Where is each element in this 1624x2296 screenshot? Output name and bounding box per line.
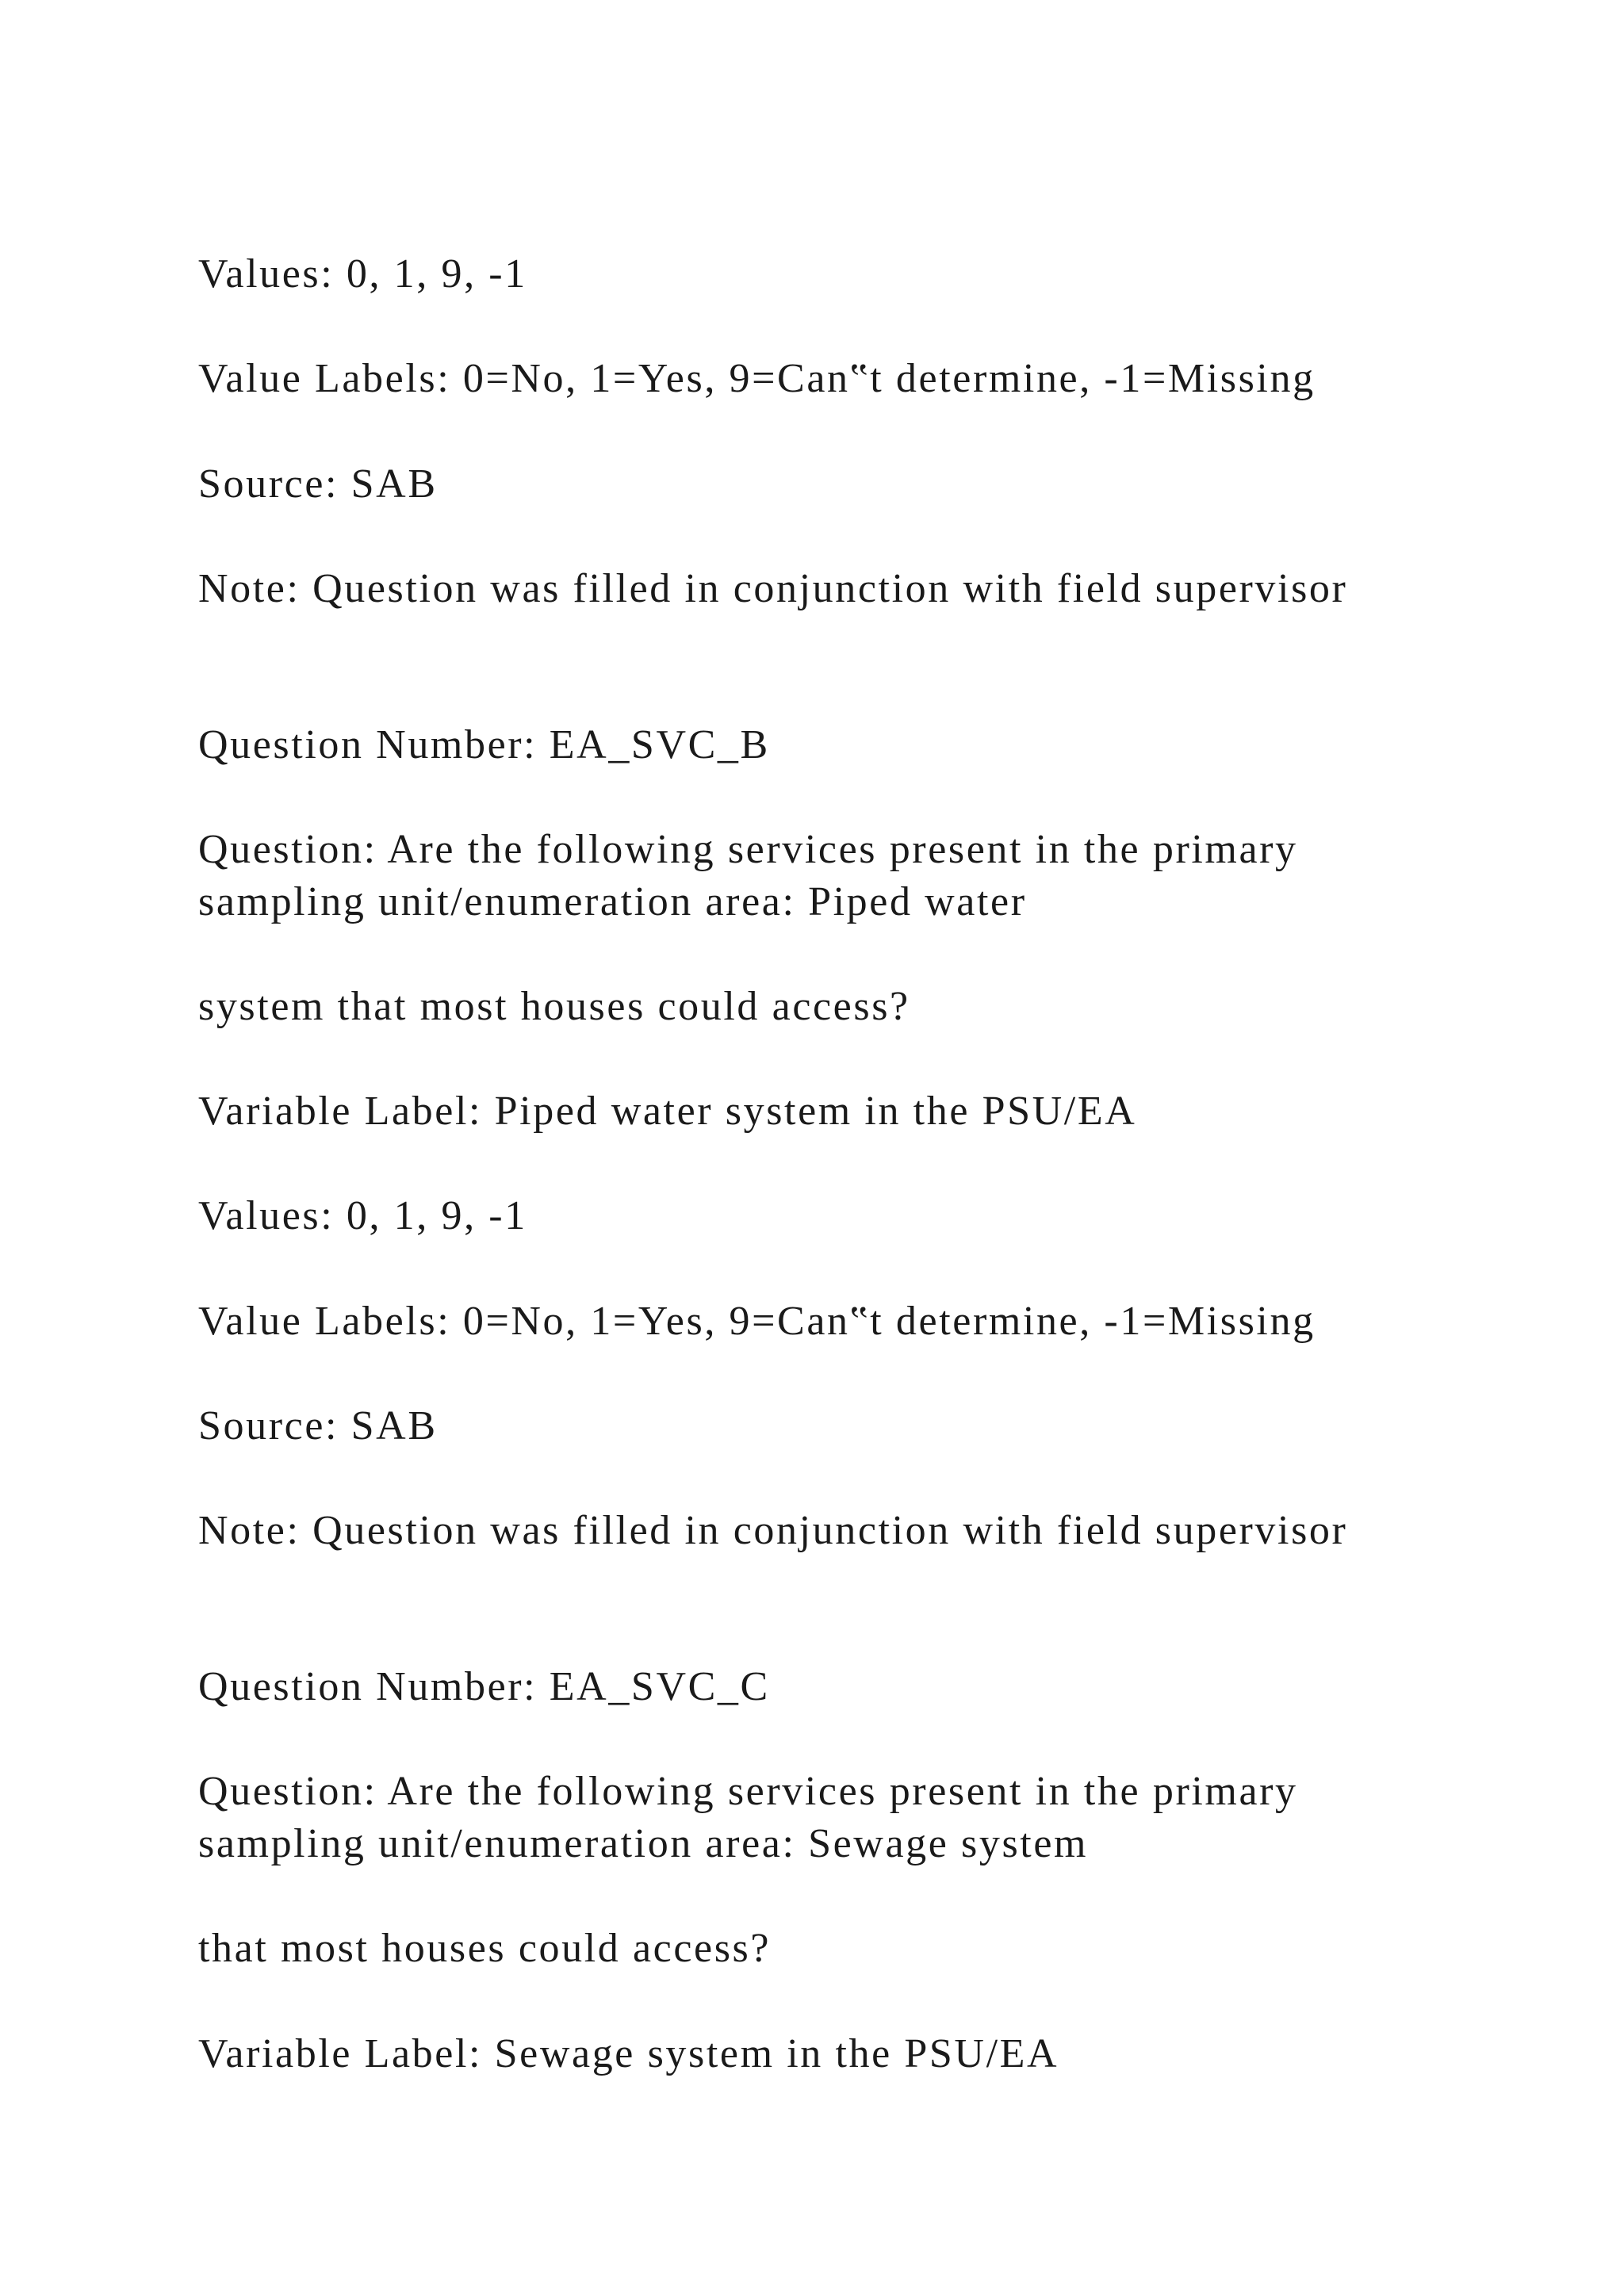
question-text-line: sampling unit/enumeration area: Sewage system bbox=[198, 1821, 1089, 1866]
note-line: Note: Question was filled in conjunction with field supervisor bbox=[198, 1508, 1348, 1553]
question-text-line: system that most houses could access? bbox=[198, 984, 910, 1029]
question-number-line: Question Number: EA_SVC_C bbox=[198, 1664, 770, 1709]
values-line: Values: 0, 1, 9, -1 bbox=[198, 251, 527, 297]
source-line: Source: SAB bbox=[198, 1403, 438, 1448]
values-line: Values: 0, 1, 9, -1 bbox=[198, 1193, 527, 1238]
question-text-line: sampling unit/enumeration area: Piped water bbox=[198, 879, 1027, 924]
variable-label-line: Variable Label: Sewage system in the PSU/EA bbox=[198, 2031, 1059, 2076]
source-line: Source: SAB bbox=[198, 461, 438, 507]
value-labels-line: Value Labels: 0=No, 1=Yes, 9=Can‟t determine, -1=Missing bbox=[198, 1299, 1316, 1344]
value-labels-line: Value Labels: 0=No, 1=Yes, 9=Can‟t determine, -1=Missing bbox=[198, 356, 1316, 401]
question-text-line: Question: Are the following services present in the primary bbox=[198, 1769, 1298, 1814]
variable-label-line: Variable Label: Piped water system in the PSU/EA bbox=[198, 1089, 1137, 1134]
question-number-line: Question Number: EA_SVC_B bbox=[198, 722, 770, 767]
question-text-line: Question: Are the following services present in the primary bbox=[198, 827, 1298, 872]
question-text-line: that most houses could access? bbox=[198, 1926, 772, 1971]
note-line: Note: Question was filled in conjunction with field supervisor bbox=[198, 566, 1348, 611]
